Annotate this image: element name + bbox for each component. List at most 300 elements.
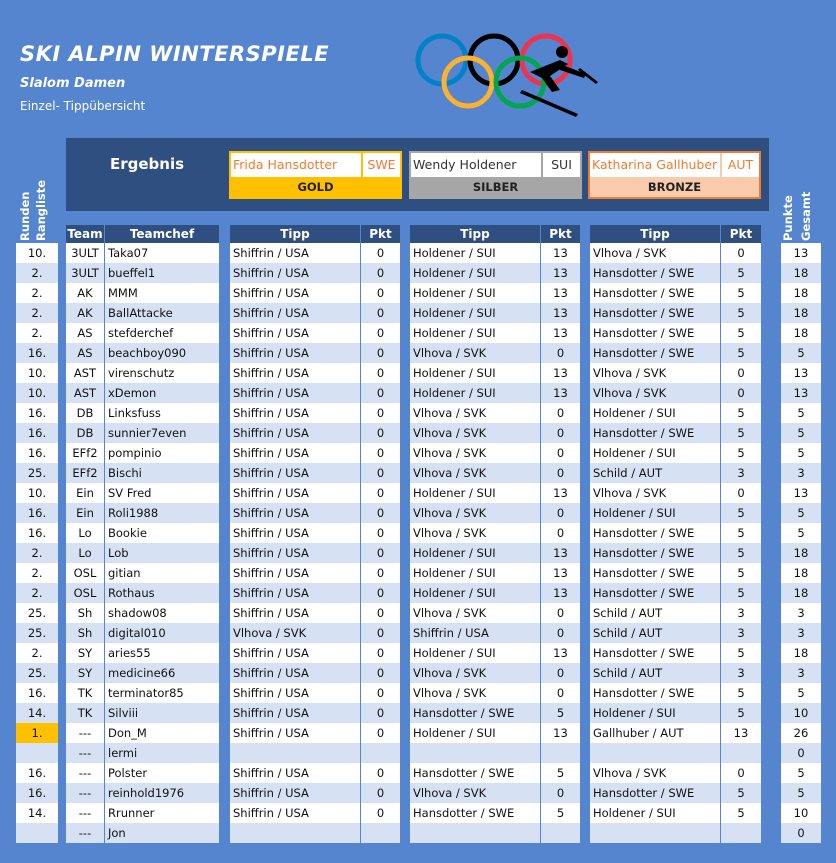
cell-pts-1: 0 xyxy=(361,303,400,323)
cell-teamchef: Taka07 xyxy=(105,243,219,263)
result-label: Ergebnis xyxy=(110,155,185,173)
cell-total-points: 5 xyxy=(781,783,821,803)
cell-tip-1: Shiffrin / USA xyxy=(230,383,360,403)
cell-teamchef: terminator85 xyxy=(105,683,219,703)
cell-team: --- xyxy=(66,803,104,823)
cell-tip-2: Vlhova / SVK xyxy=(410,463,540,483)
table-row xyxy=(0,743,836,763)
cell-teamchef: virenschutz xyxy=(105,363,219,383)
cell-total-points: 18 xyxy=(781,563,821,583)
table-row xyxy=(0,703,836,723)
cell-tip-3: Hansdotter / SWE xyxy=(590,263,720,283)
cell-pts-3 xyxy=(721,823,761,843)
cell-rank: 10. xyxy=(16,383,58,403)
cell-team: EFf2 xyxy=(66,463,104,483)
cell-tip-3 xyxy=(590,823,720,843)
cell-rank: 16. xyxy=(16,683,58,703)
cell-tip-1: Shiffrin / USA xyxy=(230,703,360,723)
cell-tip-1: Vlhova / SVK xyxy=(230,623,360,643)
cell-team: AST xyxy=(66,363,104,383)
table-row xyxy=(0,523,836,543)
cell-pts-1: 0 xyxy=(361,403,400,423)
cell-tip-1: Shiffrin / USA xyxy=(230,303,360,323)
cell-team: AK xyxy=(66,283,104,303)
cell-total-points: 18 xyxy=(781,543,821,563)
cell-rank: 2. xyxy=(16,563,58,583)
cell-tip-3: Schild / AUT xyxy=(590,623,720,643)
cell-pts-1: 0 xyxy=(361,263,400,283)
cell-tip-3 xyxy=(590,743,720,763)
cell-tip-2: Holdener / SUI xyxy=(410,363,540,383)
cell-total-points: 18 xyxy=(781,283,821,303)
cell-tip-1: Shiffrin / USA xyxy=(230,283,360,303)
cell-pts-1: 0 xyxy=(361,483,400,503)
cell-tip-1: Shiffrin / USA xyxy=(230,403,360,423)
cell-rank: 16. xyxy=(16,443,58,463)
cell-pts-1: 0 xyxy=(361,723,400,743)
cell-rank: 14. xyxy=(16,703,58,723)
cell-pts-1: 0 xyxy=(361,543,400,563)
cell-pts-2: 13 xyxy=(541,243,580,263)
cell-tip-2: Holdener / SUI xyxy=(410,543,540,563)
header-pts-3: Pkt xyxy=(721,225,761,243)
cell-rank: 10. xyxy=(16,243,58,263)
cell-tip-2 xyxy=(410,743,540,763)
cell-rank: 16. xyxy=(16,783,58,803)
cell-tip-2: Hansdotter / SWE xyxy=(410,703,540,723)
cell-pts-2: 13 xyxy=(541,563,580,583)
cell-tip-3: Vlhova / SVK xyxy=(590,243,720,263)
cell-tip-1: Shiffrin / USA xyxy=(230,563,360,583)
cell-teamchef: Jon xyxy=(105,823,219,843)
cell-tip-1: Shiffrin / USA xyxy=(230,683,360,703)
cell-pts-2: 13 xyxy=(541,283,580,303)
cell-tip-1: Shiffrin / USA xyxy=(230,443,360,463)
cell-pts-2: 13 xyxy=(541,723,580,743)
table-row xyxy=(0,343,836,363)
cell-total-points: 13 xyxy=(781,383,821,403)
cell-tip-2: Holdener / SUI xyxy=(410,383,540,403)
cell-teamchef: Rothaus xyxy=(105,583,219,603)
cell-tip-3: Holdener / SUI xyxy=(590,803,720,823)
cell-rank: 16. xyxy=(16,763,58,783)
cell-rank: 2. xyxy=(16,543,58,563)
table-row xyxy=(0,643,836,663)
cell-teamchef: Polster xyxy=(105,763,219,783)
cell-tip-3: Holdener / SUI xyxy=(590,703,720,723)
cell-team: Sh xyxy=(66,603,104,623)
cell-team: AST xyxy=(66,383,104,403)
cell-pts-1: 0 xyxy=(361,243,400,263)
cell-total-points: 5 xyxy=(781,423,821,443)
header-ranking: Rangliste xyxy=(34,179,48,241)
cell-pts-3: 0 xyxy=(721,483,761,503)
table-row xyxy=(0,683,836,703)
cell-tip-1: Shiffrin / USA xyxy=(230,523,360,543)
cell-pts-1: 0 xyxy=(361,383,400,403)
cell-tip-2 xyxy=(410,823,540,843)
cell-pts-1: 0 xyxy=(361,623,400,643)
discipline-title: Slalom Damen xyxy=(20,76,126,91)
cell-pts-1: 0 xyxy=(361,583,400,603)
cell-total-points: 18 xyxy=(781,263,821,283)
cell-pts-3: 5 xyxy=(721,323,761,343)
cell-tip-1: Shiffrin / USA xyxy=(230,423,360,443)
cell-total-points: 5 xyxy=(781,763,821,783)
cell-tip-3: Hansdotter / SWE xyxy=(590,283,720,303)
cell-pts-2: 0 xyxy=(541,783,580,803)
cell-pts-2: 0 xyxy=(541,343,580,363)
cell-team: 3ULT xyxy=(66,263,104,283)
cell-teamchef: xDemon xyxy=(105,383,219,403)
cell-pts-1: 0 xyxy=(361,803,400,823)
cell-pts-1: 0 xyxy=(361,703,400,723)
cell-teamchef: Rrunner xyxy=(105,803,219,823)
cell-pts-2 xyxy=(541,743,580,763)
cell-tip-2: Vlhova / SVK xyxy=(410,683,540,703)
cell-team: OSL xyxy=(66,583,104,603)
cell-pts-2: 13 xyxy=(541,383,580,403)
cell-pts-3: 5 xyxy=(721,783,761,803)
table-row xyxy=(0,383,836,403)
cell-team: OSL xyxy=(66,563,104,583)
cell-tip-2: Holdener / SUI xyxy=(410,283,540,303)
cell-tip-2: Vlhova / SVK xyxy=(410,523,540,543)
cell-pts-2: 13 xyxy=(541,303,580,323)
cell-pts-2: 0 xyxy=(541,663,580,683)
cell-tip-3: Vlhova / SVK xyxy=(590,363,720,383)
cell-pts-1 xyxy=(361,823,400,843)
cell-pts-3: 0 xyxy=(721,383,761,403)
cell-team: --- xyxy=(66,723,104,743)
table-row xyxy=(0,723,836,743)
table-row xyxy=(0,303,836,323)
table-row xyxy=(0,363,836,383)
cell-pts-3: 5 xyxy=(721,683,761,703)
cell-tip-2: Shiffrin / USA xyxy=(410,623,540,643)
cell-tip-1: Shiffrin / USA xyxy=(230,723,360,743)
cell-total-points: 18 xyxy=(781,303,821,323)
cell-tip-3: Hansdotter / SWE xyxy=(590,683,720,703)
tips-table xyxy=(0,243,836,843)
cell-tip-1: Shiffrin / USA xyxy=(230,343,360,363)
header-total: Gesamt xyxy=(799,191,813,241)
cell-pts-1: 0 xyxy=(361,763,400,783)
cell-tip-1: Shiffrin / USA xyxy=(230,583,360,603)
cell-pts-1: 0 xyxy=(361,603,400,623)
cell-pts-2: 5 xyxy=(541,703,580,723)
cell-rank: 25. xyxy=(16,663,58,683)
cell-rank: 10. xyxy=(16,363,58,383)
cell-pts-2: 0 xyxy=(541,603,580,623)
cell-tip-3: Vlhova / SVK xyxy=(590,483,720,503)
cell-pts-2: 13 xyxy=(541,543,580,563)
header-rounds: Runden xyxy=(18,191,32,241)
cell-pts-3: 5 xyxy=(721,543,761,563)
cell-tip-3: Hansdotter / SWE xyxy=(590,543,720,563)
cell-tip-3: Vlhova / SVK xyxy=(590,763,720,783)
cell-total-points: 5 xyxy=(781,443,821,463)
cell-total-points: 13 xyxy=(781,243,821,263)
cell-teamchef: stefderchef xyxy=(105,323,219,343)
cell-pts-1: 0 xyxy=(361,363,400,383)
gold-label: GOLD xyxy=(297,180,334,194)
cell-pts-3: 5 xyxy=(721,303,761,323)
table-row xyxy=(0,243,836,263)
table-row xyxy=(0,803,836,823)
cell-tip-3: Holdener / SUI xyxy=(590,443,720,463)
page-title: SKI ALPIN WINTERSPIELE xyxy=(20,42,330,66)
cell-tip-2: Holdener / SUI xyxy=(410,303,540,323)
cell-total-points: 5 xyxy=(781,503,821,523)
table-row xyxy=(0,323,836,343)
cell-teamchef: Roli1988 xyxy=(105,503,219,523)
cell-total-points: 13 xyxy=(781,483,821,503)
bronze-medal-box xyxy=(588,151,761,199)
cell-pts-3: 5 xyxy=(721,643,761,663)
table-row xyxy=(0,603,836,623)
silver-medal-box xyxy=(409,151,582,199)
cell-pts-2: 13 xyxy=(541,323,580,343)
cell-team: Sh xyxy=(66,623,104,643)
table-row xyxy=(0,483,836,503)
cell-teamchef: medicine66 xyxy=(105,663,219,683)
cell-tip-3: Holdener / SUI xyxy=(590,403,720,423)
cell-teamchef: aries55 xyxy=(105,643,219,663)
cell-pts-1: 0 xyxy=(361,423,400,443)
cell-team: SY xyxy=(66,643,104,663)
table-row xyxy=(0,663,836,683)
cell-rank: 16. xyxy=(16,503,58,523)
cell-tip-1: Shiffrin / USA xyxy=(230,363,360,383)
cell-tip-3: Hansdotter / SWE xyxy=(590,343,720,363)
table-row xyxy=(0,443,836,463)
cell-teamchef: BallAttacke xyxy=(105,303,219,323)
silver-nation: SUI xyxy=(543,153,580,177)
cell-tip-1: Shiffrin / USA xyxy=(230,663,360,683)
cell-total-points: 3 xyxy=(781,603,821,623)
cell-team: EFf2 xyxy=(66,443,104,463)
cell-team: SY xyxy=(66,663,104,683)
cell-tip-2: Holdener / SUI xyxy=(410,323,540,343)
olympic-skier-logo xyxy=(410,30,610,120)
view-title: Einzel- Tippübersicht xyxy=(20,99,146,113)
cell-teamchef: pompinio xyxy=(105,443,219,463)
cell-pts-3: 5 xyxy=(721,343,761,363)
cell-pts-3: 5 xyxy=(721,703,761,723)
cell-team: TK xyxy=(66,683,104,703)
cell-tip-3: Schild / AUT xyxy=(590,463,720,483)
cell-team: --- xyxy=(66,763,104,783)
header-tip-2: Tipp xyxy=(410,225,540,243)
cell-pts-1: 0 xyxy=(361,463,400,483)
cell-total-points: 0 xyxy=(781,823,821,843)
cell-teamchef: Silviii xyxy=(105,703,219,723)
cell-rank: 16. xyxy=(16,343,58,363)
cell-total-points: 10 xyxy=(781,803,821,823)
cell-tip-2: Holdener / SUI xyxy=(410,723,540,743)
cell-pts-3: 3 xyxy=(721,463,761,483)
gold-medal-box xyxy=(229,151,402,199)
cell-pts-3: 0 xyxy=(721,243,761,263)
cell-tip-2: Vlhova / SVK xyxy=(410,423,540,443)
cell-pts-2: 0 xyxy=(541,463,580,483)
cell-pts-2: 5 xyxy=(541,803,580,823)
cell-pts-2: 13 xyxy=(541,643,580,663)
cell-rank: 2. xyxy=(16,263,58,283)
table-row xyxy=(0,503,836,523)
cell-tip-3: Hansdotter / SWE xyxy=(590,303,720,323)
cell-pts-3: 5 xyxy=(721,583,761,603)
cell-tip-3: Schild / AUT xyxy=(590,603,720,623)
cell-tip-3: Hansdotter / SWE xyxy=(590,783,720,803)
cell-pts-1: 0 xyxy=(361,343,400,363)
cell-tip-3: Hansdotter / SWE xyxy=(590,523,720,543)
cell-pts-2: 0 xyxy=(541,423,580,443)
cell-tip-2: Vlhova / SVK xyxy=(410,663,540,683)
cell-total-points: 18 xyxy=(781,323,821,343)
cell-pts-2: 5 xyxy=(541,763,580,783)
cell-tip-2: Holdener / SUI xyxy=(410,243,540,263)
result-panel xyxy=(66,138,769,211)
cell-pts-2: 13 xyxy=(541,363,580,383)
cell-team: AK xyxy=(66,303,104,323)
cell-tip-3: Holdener / SUI xyxy=(590,503,720,523)
cell-tip-3: Hansdotter / SWE xyxy=(590,643,720,663)
cell-rank xyxy=(16,823,58,843)
cell-pts-2: 13 xyxy=(541,483,580,503)
cell-tip-1: Shiffrin / USA xyxy=(230,783,360,803)
cell-pts-3: 5 xyxy=(721,523,761,543)
cell-team: DB xyxy=(66,423,104,443)
table-row xyxy=(0,623,836,643)
cell-pts-2: 0 xyxy=(541,623,580,643)
silver-name: Wendy Holdener xyxy=(411,153,541,177)
cell-pts-3: 5 xyxy=(721,443,761,463)
cell-teamchef: reinhold1976 xyxy=(105,783,219,803)
cell-tip-1: Shiffrin / USA xyxy=(230,243,360,263)
table-row xyxy=(0,423,836,443)
cell-rank: 14. xyxy=(16,803,58,823)
cell-team: --- xyxy=(66,823,104,843)
cell-rank: 10. xyxy=(16,483,58,503)
cell-team: AS xyxy=(66,323,104,343)
cell-tip-2: Holdener / SUI xyxy=(410,263,540,283)
cell-pts-3: 5 xyxy=(721,403,761,423)
cell-teamchef: digital010 xyxy=(105,623,219,643)
cell-pts-1: 0 xyxy=(361,643,400,663)
cell-pts-1: 0 xyxy=(361,503,400,523)
cell-tip-2: Vlhova / SVK xyxy=(410,503,540,523)
cell-tip-2: Vlhova / SVK xyxy=(410,403,540,423)
cell-tip-1: Shiffrin / USA xyxy=(230,463,360,483)
cell-rank xyxy=(16,743,58,763)
cell-pts-3: 5 xyxy=(721,563,761,583)
cell-total-points: 26 xyxy=(781,723,821,743)
cell-tip-3: Schild / AUT xyxy=(590,663,720,683)
cell-pts-3: 5 xyxy=(721,263,761,283)
cell-pts-3: 3 xyxy=(721,603,761,623)
table-row xyxy=(0,263,836,283)
cell-team: Ein xyxy=(66,483,104,503)
cell-pts-3: 5 xyxy=(721,423,761,443)
gold-name: Frida Hansdotter xyxy=(231,153,361,177)
cell-total-points: 18 xyxy=(781,643,821,663)
cell-tip-2: Holdener / SUI xyxy=(410,483,540,503)
cell-rank: 25. xyxy=(16,463,58,483)
cell-teamchef: shadow08 xyxy=(105,603,219,623)
header-tip-1: Tipp xyxy=(230,225,360,243)
cell-rank: 2. xyxy=(16,303,58,323)
cell-rank: 2. xyxy=(16,583,58,603)
cell-pts-3: 0 xyxy=(721,763,761,783)
cell-pts-3: 13 xyxy=(721,723,761,743)
cell-tip-1: Shiffrin / USA xyxy=(230,323,360,343)
cell-team: Lo xyxy=(66,523,104,543)
cell-rank: 16. xyxy=(16,423,58,443)
cell-tip-2: Holdener / SUI xyxy=(410,563,540,583)
cell-pts-1: 0 xyxy=(361,523,400,543)
cell-teamchef: Lob xyxy=(105,543,219,563)
header-pts-2: Pkt xyxy=(541,225,580,243)
cell-tip-1 xyxy=(230,743,360,763)
cell-teamchef: lermi xyxy=(105,743,219,763)
table-row xyxy=(0,763,836,783)
cell-total-points: 3 xyxy=(781,663,821,683)
cell-tip-3: Vlhova / SVK xyxy=(590,383,720,403)
cell-pts-3: 3 xyxy=(721,623,761,643)
bronze-name: Katharina Gallhuber xyxy=(590,153,720,177)
cell-tip-1 xyxy=(230,823,360,843)
cell-pts-2: 0 xyxy=(541,443,580,463)
cell-tip-2: Holdener / SUI xyxy=(410,643,540,663)
cell-team: 3ULT xyxy=(66,243,104,263)
cell-pts-1: 0 xyxy=(361,683,400,703)
cell-team: TK xyxy=(66,703,104,723)
gold-nation: SWE xyxy=(363,153,400,177)
cell-tip-1: Shiffrin / USA xyxy=(230,263,360,283)
cell-tip-1: Shiffrin / USA xyxy=(230,503,360,523)
cell-pts-1: 0 xyxy=(361,323,400,343)
cell-teamchef: Bischi xyxy=(105,463,219,483)
cell-rank: 1. xyxy=(16,723,58,743)
cell-tip-1: Shiffrin / USA xyxy=(230,643,360,663)
cell-tip-2: Vlhova / SVK xyxy=(410,343,540,363)
cell-teamchef: gitian xyxy=(105,563,219,583)
cell-tip-2: Vlhova / SVK xyxy=(410,443,540,463)
cell-pts-2 xyxy=(541,823,580,843)
table-row xyxy=(0,283,836,303)
cell-rank: 16. xyxy=(16,523,58,543)
cell-pts-1: 0 xyxy=(361,783,400,803)
cell-total-points: 3 xyxy=(781,463,821,483)
cell-pts-3: 5 xyxy=(721,503,761,523)
cell-pts-1: 0 xyxy=(361,563,400,583)
bronze-nation: AUT xyxy=(722,153,759,177)
header-team: Team xyxy=(67,227,103,241)
cell-rank: 2. xyxy=(16,323,58,343)
bronze-label: BRONZE xyxy=(647,180,702,194)
cell-tip-2: Hansdotter / SWE xyxy=(410,803,540,823)
cell-pts-3: 5 xyxy=(721,283,761,303)
table-row xyxy=(0,563,836,583)
cell-total-points: 5 xyxy=(781,683,821,703)
cell-tip-3: Hansdotter / SWE xyxy=(590,423,720,443)
cell-tip-1: Shiffrin / USA xyxy=(230,603,360,623)
cell-team: Ein xyxy=(66,503,104,523)
table-row xyxy=(0,403,836,423)
cell-tip-2: Holdener / SUI xyxy=(410,583,540,603)
